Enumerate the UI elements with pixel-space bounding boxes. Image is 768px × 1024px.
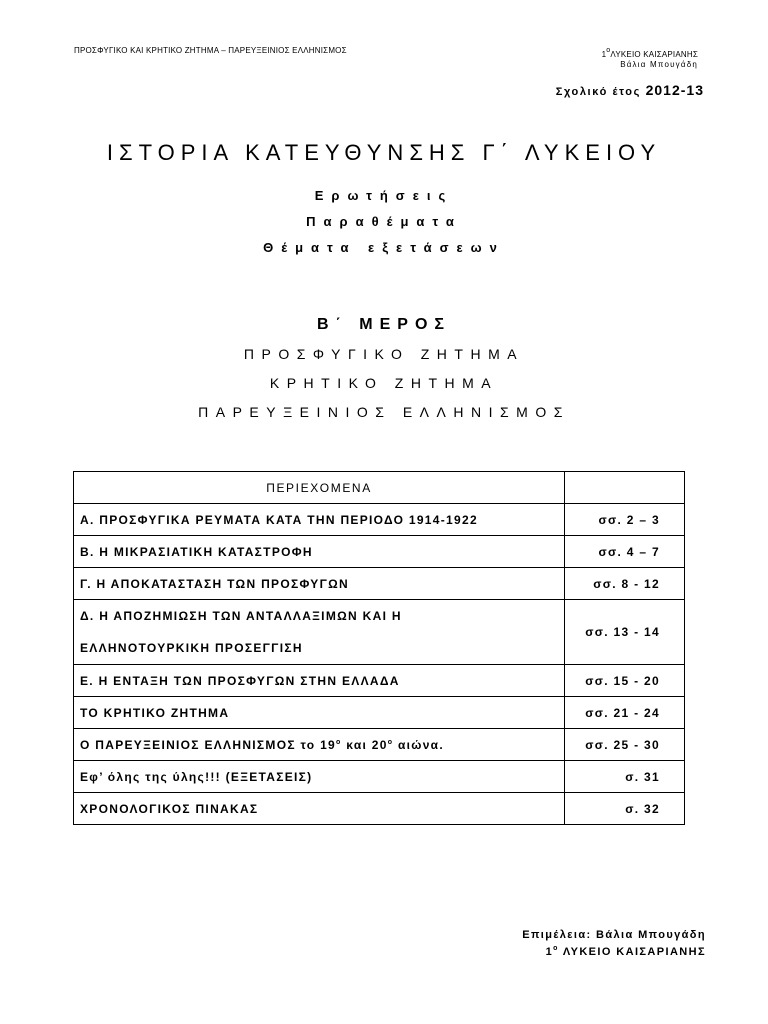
toc-entry-title-line2: ΕΛΛΗΝΟΤΟΥΡΚΙΚΗ ΠΡΟΣΕΓΓΙΣΗ bbox=[80, 641, 303, 655]
subtitle-excerpts: Παραθέματα bbox=[306, 214, 462, 229]
contents-heading-pages bbox=[565, 472, 685, 504]
table-row bbox=[74, 729, 685, 761]
contents-table bbox=[73, 471, 685, 825]
header-school-number: 1 bbox=[601, 50, 607, 59]
school-year-value: 2012-13 bbox=[645, 82, 704, 98]
ordinal-superscript: ο bbox=[336, 738, 342, 746]
toc-entry-title: Εφ’ όλης της ύλης!!! (ΕΞΕΤΑΣΕΙΣ) bbox=[74, 761, 565, 793]
toc-entry-title-part: και 20 bbox=[341, 737, 388, 752]
topic-pontic-hellenism: ΠΑΡΕΥΞΕΙΝΙΟΣ ΕΛΛΗΝΙΣΜΟΣ bbox=[198, 404, 570, 420]
toc-entry-pages: σσ. 4 – 7 bbox=[565, 536, 685, 568]
header-author: Βάλια Μπουγάδη bbox=[620, 60, 698, 69]
toc-entry-title-line1: Δ. Η ΑΠΟΖΗΜΙΩΣΗ ΤΩΝ ΑΝΤΑΛΛΑΞΙΜΩΝ ΚΑΙ Η bbox=[80, 609, 402, 623]
toc-entry-pages: σ. 32 bbox=[565, 793, 685, 825]
toc-entry-pages: σσ. 25 - 30 bbox=[565, 729, 685, 761]
table-row bbox=[74, 600, 685, 665]
table-row bbox=[74, 761, 685, 793]
footer-credits bbox=[522, 928, 706, 959]
header-school-name: ΛΥΚΕΙΟ ΚΑΙΣΑΡΙΑΝΗΣ bbox=[610, 50, 698, 59]
footer-editor: Επιμέλεια: Βάλια Μπουγάδη bbox=[522, 929, 706, 941]
footer-school-number: 1 bbox=[545, 946, 554, 958]
footer-school-ordinal: ο bbox=[553, 945, 559, 952]
toc-entry-pages: σσ. 2 – 3 bbox=[565, 504, 685, 536]
subtitle-exam-topics: Θέματα εξετάσεων bbox=[263, 240, 505, 255]
toc-entry-pages: σσ. 8 - 12 bbox=[565, 568, 685, 600]
running-header-left: ΠΡΟΣΦΥΓΙΚΟ ΚΑΙ ΚΡΗΤΙΚΟ ΖΗΤΗΜΑ – ΠΑΡΕΥΞΕΙΝΙΟΣ ΕΛΛΗΝΙΣΜΟΣ bbox=[74, 46, 347, 55]
part-heading: Β΄ ΜΕΡΟΣ bbox=[316, 316, 452, 333]
contents-header-row bbox=[74, 472, 685, 504]
toc-entry-title bbox=[74, 729, 565, 761]
toc-entry-pages: σσ. 15 - 20 bbox=[565, 665, 685, 697]
toc-entry-title: Β. Η ΜΙΚΡΑΣΙΑΤΙΚΗ ΚΑΤΑΣΤΡΟΦΗ bbox=[74, 536, 565, 568]
table-row bbox=[74, 697, 685, 729]
header-school bbox=[602, 46, 698, 60]
toc-entry-title-part: αιώνα. bbox=[393, 737, 444, 752]
table-row bbox=[74, 504, 685, 536]
topic-refugee-issue: ΠΡΟΣΦΥΓΙΚΟ ΖΗΤΗΜΑ bbox=[243, 346, 525, 362]
subtitle-questions: Ερωτήσεις bbox=[314, 188, 454, 203]
school-year-label: Σχολικό έτος bbox=[555, 86, 641, 98]
toc-entry-title-part: Ο ΠΑΡΕΥΞΕΙΝΙΟΣ ΕΛΛΗΝΙΣΜΟΣ το 19 bbox=[80, 737, 337, 752]
toc-entry-title: Γ. Η ΑΠΟΚΑΤΑΣΤΑΣΗ ΤΩΝ ΠΡΟΣΦΥΓΩΝ bbox=[74, 568, 565, 600]
contents-heading: ΠΕΡΙΕΧΟΜΕΝΑ bbox=[74, 472, 565, 504]
toc-entry-pages: σσ. 21 - 24 bbox=[565, 697, 685, 729]
toc-entry-title: ΧΡΟΝΟΛΟΓΙΚΟΣ ΠΙΝΑΚΑΣ bbox=[74, 793, 565, 825]
table-row bbox=[74, 568, 685, 600]
running-header-right bbox=[602, 46, 698, 70]
toc-entry-title: Ε. Η ΕΝΤΑΞΗ ΤΩΝ ΠΡΟΣΦΥΓΩΝ ΣΤΗΝ ΕΛΛΑΔΑ bbox=[74, 665, 565, 697]
footer-school-name: ΛΥΚΕΙΟ ΚΑΙΣΑΡΙΑΝΗΣ bbox=[558, 946, 706, 958]
document-title: ΙΣΤΟΡΙΑ ΚΑΤΕΥΘΥΝΣΗΣ Γ΄ ΛΥΚΕΙΟΥ bbox=[106, 140, 662, 165]
table-row bbox=[74, 793, 685, 825]
ordinal-superscript: ο bbox=[387, 738, 394, 746]
table-row bbox=[74, 665, 685, 697]
header-school-ordinal: ο bbox=[606, 47, 611, 54]
topic-cretan-issue: ΚΡΗΤΙΚΟ ΖΗΤΗΜΑ bbox=[269, 375, 499, 391]
toc-entry-title: ΤΟ ΚΡΗΤΙΚΟ ΖΗΤΗΜΑ bbox=[74, 697, 565, 729]
school-year bbox=[556, 82, 704, 98]
table-row bbox=[74, 536, 685, 568]
toc-entry-title: Α. ΠΡΟΣΦΥΓΙΚΑ ΡΕΥΜΑΤΑ ΚΑΤΑ ΤΗΝ ΠΕΡΙΟΔΟ 1914-1922 bbox=[74, 504, 565, 536]
toc-entry-pages: σ. 31 bbox=[565, 761, 685, 793]
toc-entry-title bbox=[74, 600, 565, 665]
toc-entry-pages: σσ. 13 - 14 bbox=[565, 600, 685, 665]
footer-school bbox=[522, 942, 706, 959]
